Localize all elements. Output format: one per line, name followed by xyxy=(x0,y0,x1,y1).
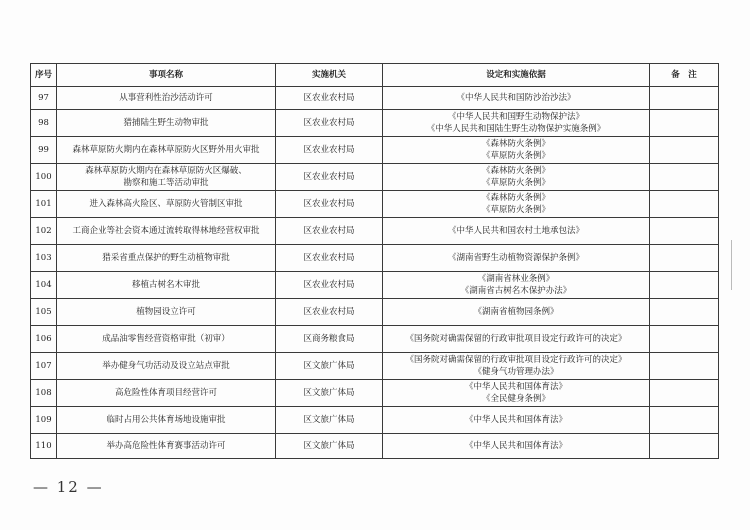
implementing-agency: 区文旅广体局 xyxy=(276,380,383,407)
item-name: 成品油零售经营资格审批（初审） xyxy=(57,326,276,353)
legal-basis-line: 《中华人民共和国体育法》 xyxy=(464,441,567,451)
legal-basis-line: 《森林防火条例》 xyxy=(481,139,550,149)
legal-basis xyxy=(383,245,650,272)
legal-basis xyxy=(383,353,650,380)
item-name: 举办高危险性体育赛事活动许可 xyxy=(57,434,276,459)
legal-basis-line: 《草原防火条例》 xyxy=(481,178,550,188)
legal-basis-line: 《湖南省野生动植物资源保护条例》 xyxy=(447,253,584,263)
legal-basis-line: 《森林防火条例》 xyxy=(481,193,550,203)
implementing-agency: 区农业农村局 xyxy=(276,164,383,191)
item-name: 猎采省重点保护的野生动植物审批 xyxy=(57,245,276,272)
note-cell xyxy=(650,191,719,218)
legal-basis-line: 《湖南省植物园条例》 xyxy=(473,307,559,317)
table-row xyxy=(31,137,719,164)
implementing-agency: 区文旅广体局 xyxy=(276,353,383,380)
row-number: 102 xyxy=(31,218,57,245)
table-row xyxy=(31,326,719,353)
legal-basis xyxy=(383,87,650,110)
legal-basis xyxy=(383,380,650,407)
header-number: 序号 xyxy=(31,64,57,87)
table-body xyxy=(31,87,719,459)
legal-basis xyxy=(383,299,650,326)
header-name: 事项名称 xyxy=(57,64,276,87)
note-cell xyxy=(650,245,719,272)
implementing-agency: 区农业农村局 xyxy=(276,218,383,245)
note-cell xyxy=(650,218,719,245)
item-name: 移植古树名木审批 xyxy=(57,272,276,299)
table-row xyxy=(31,164,719,191)
table-row xyxy=(31,380,719,407)
row-number: 109 xyxy=(31,407,57,434)
legal-basis-line: 《中华人民共和国农村土地承包法》 xyxy=(447,226,584,236)
header-basis: 设定和实施依据 xyxy=(383,64,650,87)
legal-basis-line: 《湖南省古树名木保护办法》 xyxy=(460,286,572,296)
page-edge-mark xyxy=(731,240,732,290)
implementing-agency: 区农业农村局 xyxy=(276,191,383,218)
table-row xyxy=(31,191,719,218)
implementing-agency: 区文旅广体局 xyxy=(276,434,383,459)
legal-basis xyxy=(383,272,650,299)
row-number: 108 xyxy=(31,380,57,407)
row-number: 107 xyxy=(31,353,57,380)
table-row xyxy=(31,245,719,272)
note-cell xyxy=(650,380,719,407)
row-number: 103 xyxy=(31,245,57,272)
legal-basis xyxy=(383,164,650,191)
implementing-agency: 区农业农村局 xyxy=(276,299,383,326)
row-number: 110 xyxy=(31,434,57,459)
implementing-agency: 区农业农村局 xyxy=(276,110,383,137)
item-name: 进入森林高火险区、草原防火管制区审批 xyxy=(57,191,276,218)
row-number: 98 xyxy=(31,110,57,137)
legal-basis-line: 《健身气功管理办法》 xyxy=(473,367,559,377)
legal-basis xyxy=(383,110,650,137)
approval-items-table xyxy=(30,63,719,459)
row-number: 106 xyxy=(31,326,57,353)
legal-basis-line: 《中华人民共和国野生动物保护法》 xyxy=(447,112,584,122)
row-number: 99 xyxy=(31,137,57,164)
table-row xyxy=(31,407,719,434)
header-note: 备 注 xyxy=(650,64,719,87)
legal-basis-line: 《草原防火条例》 xyxy=(481,205,550,215)
note-cell xyxy=(650,434,719,459)
item-name: 高危险性体育项目经营许可 xyxy=(57,380,276,407)
note-cell xyxy=(650,353,719,380)
item-name: 猎捕陆生野生动物审批 xyxy=(57,110,276,137)
legal-basis-line: 《中华人民共和国陆生野生动物保护实施条例》 xyxy=(426,124,606,134)
legal-basis-line: 《全民健身条例》 xyxy=(481,394,550,404)
legal-basis-line: 《国务院对确需保留的行政审批项目设定行政许可的决定》 xyxy=(405,355,627,365)
legal-basis-line: 《森林防火条例》 xyxy=(481,166,550,176)
row-number: 100 xyxy=(31,164,57,191)
table-row xyxy=(31,353,719,380)
legal-basis xyxy=(383,434,650,459)
table-row xyxy=(31,434,719,459)
note-cell xyxy=(650,87,719,110)
legal-basis xyxy=(383,218,650,245)
legal-basis-line: 《中华人民共和国体育法》 xyxy=(464,382,567,392)
table-row xyxy=(31,110,719,137)
note-cell xyxy=(650,272,719,299)
legal-basis-line: 《湖南省林业条例》 xyxy=(477,274,555,284)
legal-basis-line: 《中华人民共和国防沙治沙法》 xyxy=(456,93,576,103)
note-cell xyxy=(650,137,719,164)
table-row xyxy=(31,87,719,110)
note-cell xyxy=(650,110,719,137)
implementing-agency: 区农业农村局 xyxy=(276,245,383,272)
implementing-agency: 区文旅广体局 xyxy=(276,407,383,434)
item-name: 临时占用公共体育场地设施审批 xyxy=(57,407,276,434)
legal-basis-line: 《草原防火条例》 xyxy=(481,151,550,161)
table-row xyxy=(31,272,719,299)
row-number: 105 xyxy=(31,299,57,326)
legal-basis xyxy=(383,407,650,434)
item-name: 森林草原防火期内在森林草原防火区野外用火审批 xyxy=(57,137,276,164)
item-name: 从事营利性治沙活动许可 xyxy=(57,87,276,110)
note-cell xyxy=(650,164,719,191)
implementing-agency: 区农业农村局 xyxy=(276,87,383,110)
header-agency: 实施机关 xyxy=(276,64,383,87)
page-number: — 12 — xyxy=(33,478,104,496)
legal-basis-line: 《国务院对确需保留的行政审批项目设定行政许可的决定》 xyxy=(405,334,627,344)
implementing-agency: 区商务粮食局 xyxy=(276,326,383,353)
implementing-agency: 区农业农村局 xyxy=(276,272,383,299)
table-header-row xyxy=(31,64,719,87)
note-cell xyxy=(650,326,719,353)
legal-basis-line: 《中华人民共和国体育法》 xyxy=(464,415,567,425)
row-number: 104 xyxy=(31,272,57,299)
legal-basis xyxy=(383,137,650,164)
note-cell xyxy=(650,407,719,434)
item-name: 森林草原防火期内在森林草原防火区爆破、 勘察和施工等活动审批 xyxy=(57,164,276,191)
item-name: 举办健身气功活动及设立站点审批 xyxy=(57,353,276,380)
row-number: 97 xyxy=(31,87,57,110)
note-cell xyxy=(650,299,719,326)
legal-basis xyxy=(383,326,650,353)
legal-basis xyxy=(383,191,650,218)
item-name: 工商企业等社会资本通过流转取得林地经营权审批 xyxy=(57,218,276,245)
table-row xyxy=(31,299,719,326)
implementing-agency: 区农业农村局 xyxy=(276,137,383,164)
row-number: 101 xyxy=(31,191,57,218)
item-name: 植物园设立许可 xyxy=(57,299,276,326)
table-row xyxy=(31,218,719,245)
